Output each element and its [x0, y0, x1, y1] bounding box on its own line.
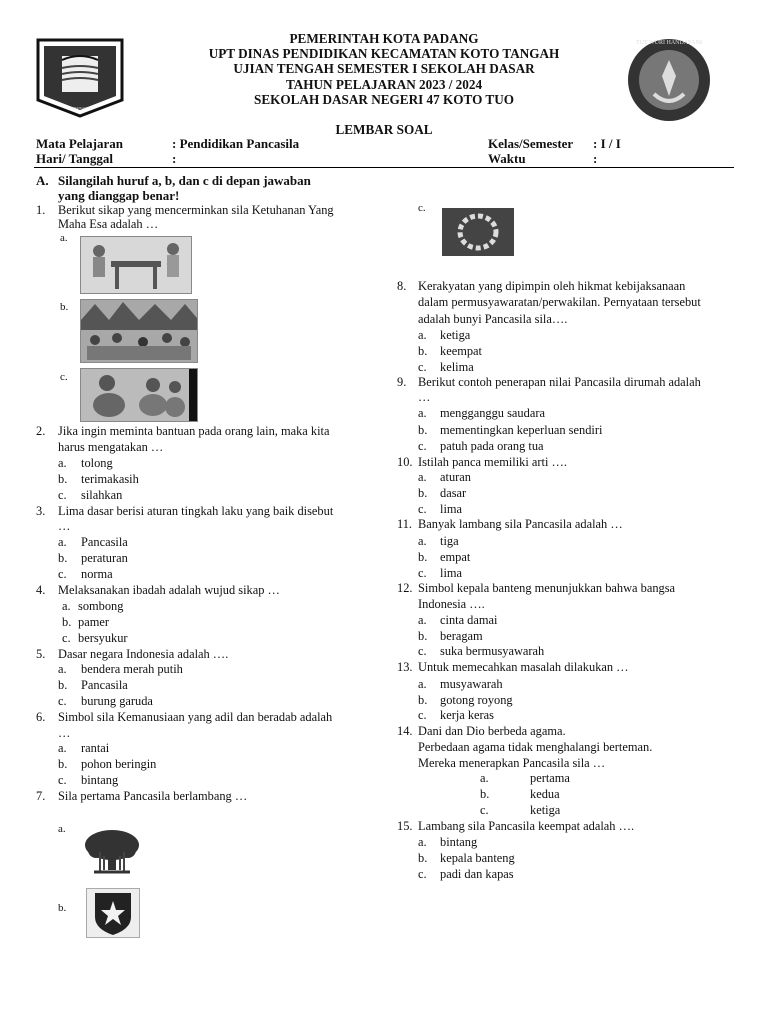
q2-text-1: Jika ingin meminta bantuan pada orang lain, maka kita [58, 424, 330, 438]
q8-option-c-text[interactable]: kelima [440, 360, 474, 374]
q1-option-c-image[interactable] [80, 368, 198, 422]
section-instruction-2: yang dianggap benar! [58, 188, 180, 203]
date-value: : [172, 151, 177, 166]
header-line-3: UJIAN TENGAH SEMESTER I SEKOLAH DASAR [233, 61, 535, 76]
q8-text-1: Kerakyatan yang dipimpin oleh hikmat kebijaksanaan [418, 279, 686, 293]
q9-text-2: … [418, 390, 431, 404]
q15-option-b-text[interactable]: kepala banteng [440, 851, 515, 865]
q7-number: 7. [36, 789, 46, 803]
q12-option-c-letter[interactable]: c. [418, 644, 427, 658]
q8-text-3: adalah bunyi Pancasila sila…. [418, 312, 568, 326]
q6-option-c-letter[interactable]: c. [58, 773, 67, 787]
q7-option-b-letter[interactable]: b. [58, 902, 67, 914]
logo-right-text: TUT WURI HANDAYANI [636, 40, 702, 46]
logo-left-caption: PADANG KOTA [70, 106, 92, 110]
q3-option-a-letter[interactable]: a. [58, 535, 67, 549]
q14-option-b-letter[interactable]: b. [480, 787, 490, 801]
q5-option-b-text[interactable]: Pancasila [81, 678, 128, 692]
q1-text-1: Berikut sikap yang mencerminkan sila Ketuhanan Yang [58, 203, 334, 217]
q5-option-a-letter[interactable]: a. [58, 662, 67, 676]
date-label: Hari/ Tanggal [36, 151, 113, 166]
q4-option-b-text[interactable]: pamer [78, 615, 109, 629]
q10-option-b-text[interactable]: dasar [440, 486, 467, 500]
q8-option-b-text[interactable]: keempat [440, 344, 482, 358]
q12-text-2: Indonesia …. [418, 597, 485, 611]
q1-option-c-letter[interactable]: c. [60, 371, 68, 383]
q2-text-2: harus mengatakan … [58, 440, 164, 454]
sheet-title: LEMBAR SOAL [335, 122, 433, 137]
chain-icon[interactable] [442, 208, 514, 256]
q13-option-b-text[interactable]: gotong royong [440, 693, 513, 707]
subject-label: Mata Pelajaran [36, 136, 124, 151]
q15-option-a-text[interactable]: bintang [440, 835, 478, 849]
header-line-2: UPT DINAS PENDIDIKAN KECAMATAN KOTO TANGAH [208, 46, 560, 61]
q13-option-c-letter[interactable]: c. [418, 708, 427, 722]
q11-option-a-letter[interactable]: a. [418, 534, 427, 548]
q4-number: 4. [36, 583, 46, 597]
q3-number: 3. [36, 504, 46, 518]
q14-option-b-text[interactable]: kedua [530, 787, 560, 801]
class-label: Kelas/Semester [488, 136, 574, 151]
q2-option-a-text[interactable]: tolong [81, 456, 113, 470]
q13-option-a-text[interactable]: musyawarah [440, 677, 503, 691]
q15-number: 15. [397, 819, 413, 833]
q5-number: 5. [36, 647, 46, 661]
q9-number: 9. [397, 375, 407, 389]
q15-option-c-letter[interactable]: c. [418, 867, 427, 881]
q11-option-a-text[interactable]: tiga [440, 534, 459, 548]
q12-option-b-text[interactable]: beragam [440, 629, 483, 643]
q8-number: 8. [397, 279, 407, 293]
q14-option-a-text[interactable]: pertama [530, 771, 570, 785]
section-letter: A. [36, 173, 49, 188]
q14-option-a-letter[interactable]: a. [480, 771, 489, 785]
q9-option-c-letter[interactable]: c. [418, 439, 427, 453]
q9-text-1: Berikut contoh penerapan nilai Pancasila dirumah adalah [418, 375, 701, 389]
q6-number: 6. [36, 710, 46, 724]
q9-option-a-letter[interactable]: a. [418, 406, 427, 420]
q12-option-a-letter[interactable]: a. [418, 613, 427, 627]
q2-number: 2. [36, 424, 46, 438]
q1-option-b-letter[interactable]: b. [60, 301, 69, 313]
q10-option-b-letter[interactable]: b. [418, 486, 428, 500]
q5-option-a-text[interactable]: bendera merah putih [81, 662, 183, 676]
q13-text-1: Untuk memecahkan masalah dilakukan … [418, 660, 629, 674]
q3-option-b-letter[interactable]: b. [58, 551, 68, 565]
q3-option-c-text[interactable]: norma [81, 567, 113, 581]
q5-option-c-text[interactable]: burung garuda [81, 694, 153, 708]
q15-option-a-letter[interactable]: a. [418, 835, 427, 849]
q3-option-c-letter[interactable]: c. [58, 567, 67, 581]
header-line-5: SEKOLAH DASAR NEGERI 47 KOTO TUO [253, 92, 515, 107]
q8-option-c-letter[interactable]: c. [418, 360, 427, 374]
q10-option-a-letter[interactable]: a. [418, 470, 427, 484]
q10-text-1: Istilah panca memiliki arti …. [418, 455, 567, 469]
q3-text-2: … [58, 519, 71, 533]
q4-option-a-text[interactable]: sombong [78, 599, 124, 613]
header-line-4: TAHUN PELAJARAN 2023 / 2024 [285, 77, 483, 92]
banyan-tree-icon[interactable] [84, 828, 140, 876]
q4-text-1: Melaksanakan ibadah adalah wujud sikap … [58, 583, 280, 597]
q5-text-1: Dasar negara Indonesia adalah …. [58, 647, 229, 661]
q12-option-b-letter[interactable]: b. [418, 629, 428, 643]
q12-text-1: Simbol kepala banteng menunjukkan bahwa bangsa [418, 581, 676, 595]
q10-option-a-text[interactable]: aturan [440, 470, 471, 484]
header-line-1: PEMERINTAH KOTA PADANG [289, 31, 479, 46]
q3-text-1: Lima dasar berisi aturan tingkah laku yang baik disebut [58, 504, 334, 518]
q4-option-a-letter[interactable]: a. [62, 599, 71, 613]
q1-number: 1. [36, 203, 46, 217]
q4-option-c-letter[interactable]: c. [62, 631, 71, 645]
q11-number: 11. [397, 517, 413, 531]
q14-text-3: Mereka menerapkan Pancasila sila … [418, 756, 606, 770]
q15-option-c-text[interactable]: padi dan kapas [440, 867, 514, 881]
q2-option-b-text[interactable]: terimakasih [81, 472, 139, 486]
q8-text-2: dalam permusyawaratan/perwakilan. Pernyataan tersebut [418, 295, 701, 309]
q8-option-a-letter[interactable]: a. [418, 328, 427, 342]
q14-number: 14. [397, 724, 413, 738]
section-instruction-1: Silangilah huruf a, b, dan c di depan jawaban [58, 173, 311, 188]
q11-text-1: Banyak lambang sila Pancasila adalah … [418, 517, 623, 531]
q1-option-a-letter[interactable]: a. [60, 232, 68, 244]
q1-option-b-image[interactable] [80, 299, 198, 363]
q5-option-b-letter[interactable]: b. [58, 678, 68, 692]
q7-option-c-letter[interactable]: c. [418, 202, 426, 214]
star-shield-icon[interactable] [86, 888, 140, 938]
q6-option-c-text[interactable]: bintang [81, 773, 119, 787]
q15-text-1: Lambang sila Pancasila keempat adalah …. [418, 819, 635, 833]
q4-option-b-letter[interactable]: b. [62, 615, 72, 629]
q14-option-c-text[interactable]: ketiga [530, 803, 561, 817]
q13-number: 13. [397, 660, 413, 674]
q6-option-b-letter[interactable]: b. [58, 757, 68, 771]
q9-option-c-text[interactable]: patuh pada orang tua [440, 439, 544, 453]
q7-text-1: Sila pertama Pancasila berlambang … [58, 789, 248, 803]
subject-value: : Pendidikan Pancasila [172, 136, 300, 151]
q7-option-a-letter[interactable]: a. [58, 823, 66, 835]
q14-text-1: Dani dan Dio berbeda agama. [418, 724, 566, 738]
q12-option-c-text[interactable]: suka bermusyawarah [440, 644, 545, 658]
q6-text-2: … [58, 726, 71, 740]
q5-option-c-letter[interactable]: c. [58, 694, 67, 708]
q8-option-a-text[interactable]: ketiga [440, 328, 471, 342]
q8-option-b-letter[interactable]: b. [418, 344, 428, 358]
q9-option-b-text[interactable]: mementingkan keperluan sendiri [440, 423, 603, 437]
q2-option-c-letter[interactable]: c. [58, 488, 67, 502]
q14-option-c-letter[interactable]: c. [480, 803, 489, 817]
q10-number: 10. [397, 455, 413, 469]
q6-option-a-text[interactable]: rantai [81, 741, 110, 755]
q2-option-c-text[interactable]: silahkan [81, 488, 123, 502]
q1-option-a-image[interactable] [80, 236, 192, 294]
q3-option-a-text[interactable]: Pancasila [81, 535, 128, 549]
q6-option-b-text[interactable]: pohon beringin [81, 757, 157, 771]
q14-text-2: Perbedaan agama tidak menghalangi berteman. [418, 740, 653, 754]
q11-option-c-text[interactable]: lima [440, 566, 463, 580]
q6-text-1: Simbol sila Kemanusiaan yang adil dan beradab adalah [58, 710, 333, 724]
q2-option-b-letter[interactable]: b. [58, 472, 68, 486]
q11-option-c-letter[interactable]: c. [418, 566, 427, 580]
q15-option-b-letter[interactable]: b. [418, 851, 428, 865]
time-value: : [593, 151, 598, 166]
class-value: : I / I [593, 136, 621, 151]
q3-option-b-text[interactable]: peraturan [81, 551, 128, 565]
q11-option-b-letter[interactable]: b. [418, 550, 428, 564]
q9-option-b-letter[interactable]: b. [418, 423, 428, 437]
q11-option-b-text[interactable]: empat [440, 550, 471, 564]
q10-option-c-letter[interactable]: c. [418, 502, 427, 516]
q12-option-a-text[interactable]: cinta damai [440, 613, 498, 627]
q9-option-a-text[interactable]: mengganggu saudara [440, 406, 545, 420]
time-label: Waktu [488, 151, 526, 166]
q6-option-a-letter[interactable]: a. [58, 741, 67, 755]
q10-option-c-text[interactable]: lima [440, 502, 463, 516]
q13-option-a-letter[interactable]: a. [418, 677, 427, 691]
q2-option-a-letter[interactable]: a. [58, 456, 67, 470]
q12-number: 12. [397, 581, 413, 595]
header-divider [34, 167, 734, 168]
q4-option-c-text[interactable]: bersyukur [78, 631, 128, 645]
q1-text-2: Maha Esa adalah … [58, 217, 159, 231]
q13-option-c-text[interactable]: kerja keras [440, 708, 495, 722]
q13-option-b-letter[interactable]: b. [418, 693, 428, 707]
